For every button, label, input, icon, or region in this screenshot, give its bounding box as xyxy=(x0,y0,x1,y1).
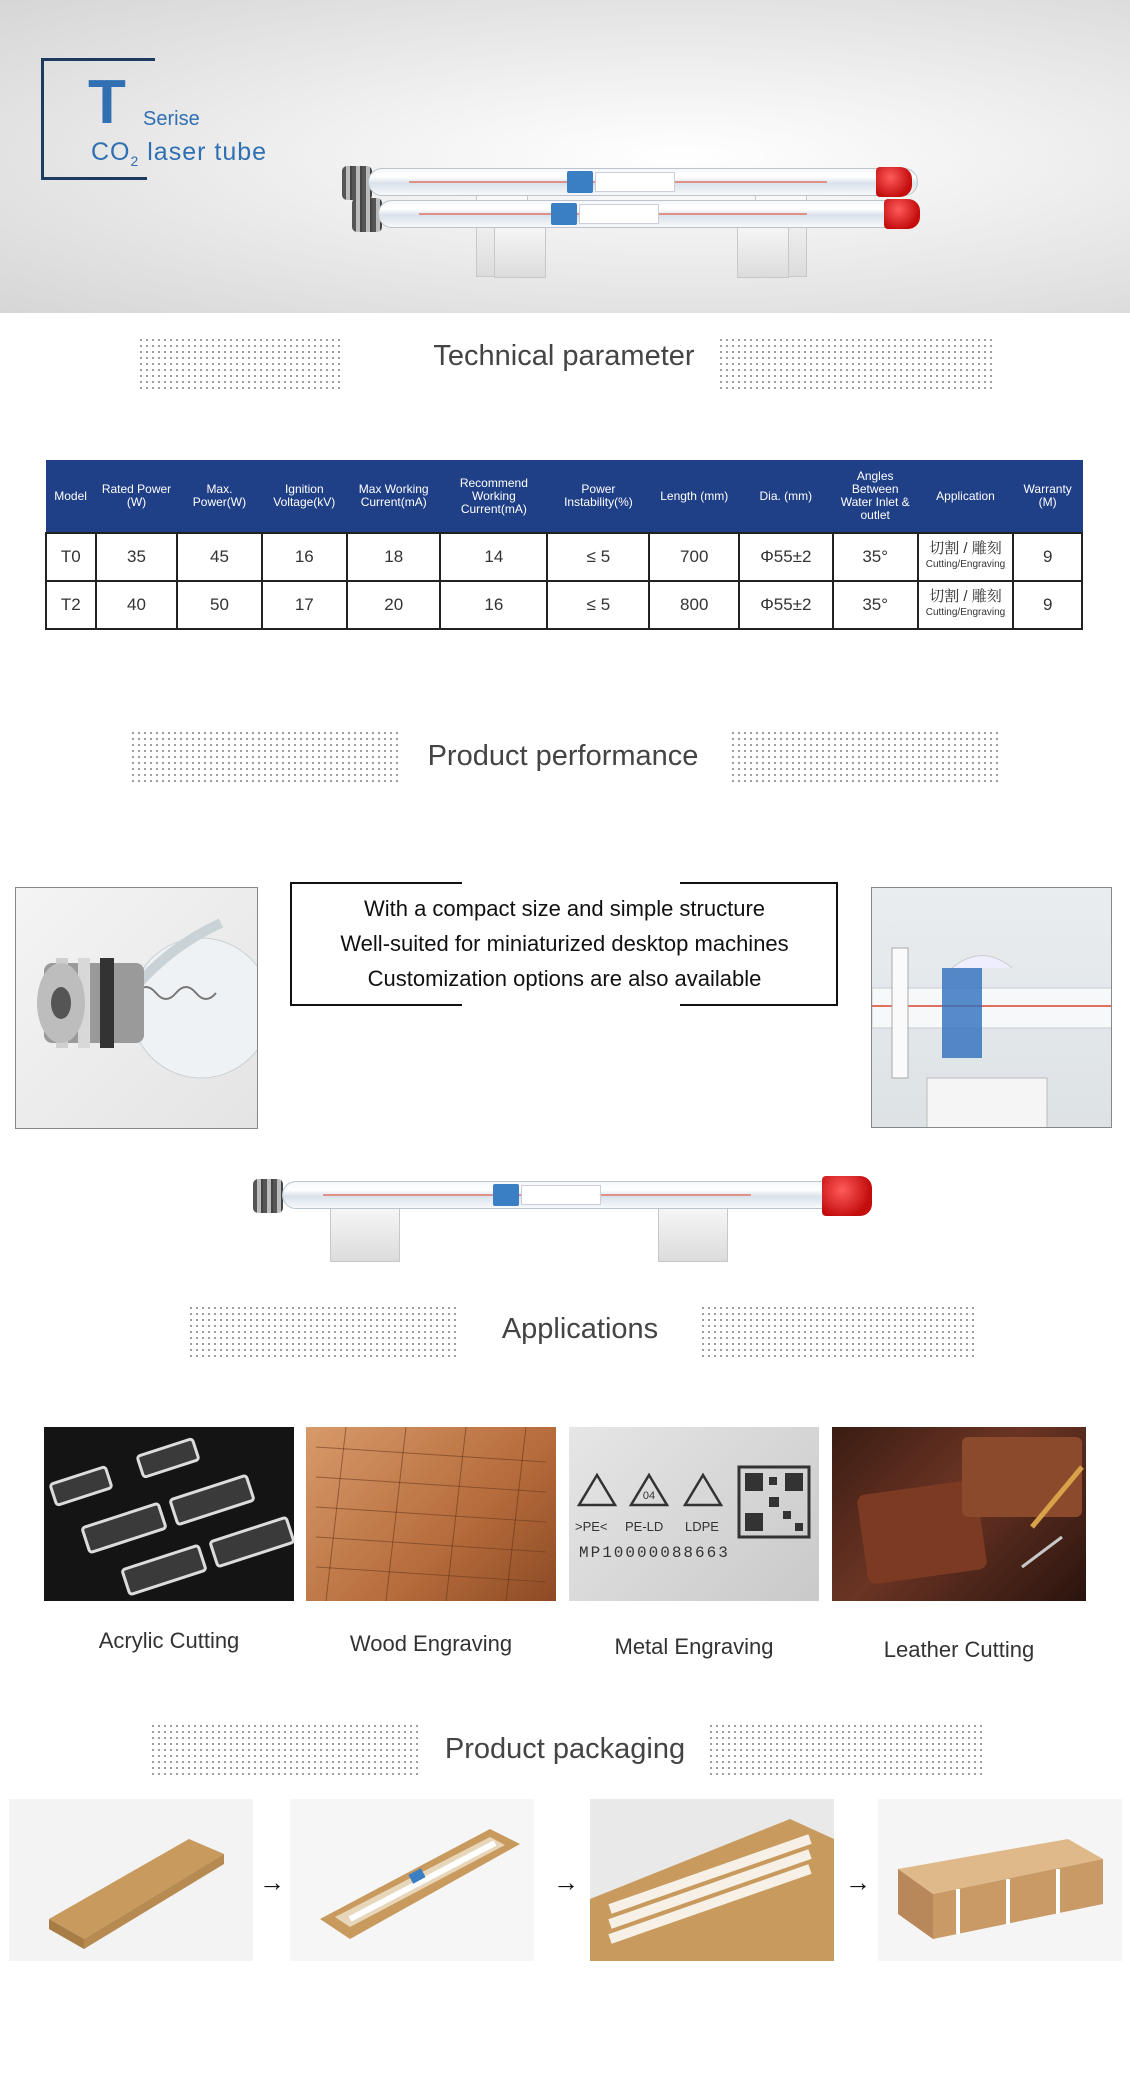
image-metal-engraving xyxy=(569,1427,819,1601)
metal-recycle-number: 04 xyxy=(642,1490,656,1502)
cell-application: 切割 / 雕刻 Cutting/Engraving xyxy=(918,581,1014,629)
cell-warranty: 9 xyxy=(1013,581,1082,629)
metal-mark: PE-LD xyxy=(625,1519,664,1534)
packaging-step-sealed xyxy=(878,1799,1122,1961)
arrow-icon: → xyxy=(553,1867,579,1897)
cell-model: T0 xyxy=(46,533,96,581)
packaging-step-boxed xyxy=(9,1799,253,1961)
dot-pattern-right xyxy=(718,337,994,389)
cell-max-current: 18 xyxy=(347,533,440,581)
application-label: Metal Engraving xyxy=(614,1634,774,1659)
dot-pattern-right xyxy=(700,1305,976,1357)
application-label: Leather Cutting xyxy=(883,1637,1035,1662)
cell-rated-power: 35 xyxy=(96,533,178,581)
header-cell: Ignition Voltage(kV) xyxy=(262,460,347,533)
dot-pattern-left xyxy=(130,730,402,782)
header-cell: Rated Power (W) xyxy=(96,460,178,533)
cell-rec-current: 16 xyxy=(440,581,547,629)
brand-letter: T xyxy=(88,68,126,137)
section-title-packaging: Product packaging xyxy=(444,1733,686,1765)
cell-ignition: 16 xyxy=(262,533,347,581)
section-title-technical: Technical parameter xyxy=(433,340,695,372)
performance-text xyxy=(292,882,837,1006)
metal-mark: >PE< xyxy=(575,1519,608,1534)
cell-max-current: 20 xyxy=(347,581,440,629)
application-label: Acrylic Cutting xyxy=(98,1628,240,1653)
cell-rec-current: 14 xyxy=(440,533,547,581)
dot-pattern-right xyxy=(708,1723,984,1775)
cell-angle: 35° xyxy=(833,533,918,581)
cell-length: 700 xyxy=(649,533,739,581)
cell-rated-power: 40 xyxy=(96,581,178,629)
cell-dia: Φ55±2 xyxy=(739,581,833,629)
header-cell: Angles Between Water Inlet & outlet xyxy=(833,460,918,533)
header-cell: Model xyxy=(46,460,96,533)
header-cell: Warranty (M) xyxy=(1013,460,1082,533)
performance-line: Customization options are also available xyxy=(367,966,762,991)
cell-application: 切割 / 雕刻 Cutting/Engraving xyxy=(918,533,1014,581)
photo-electrode-end xyxy=(15,887,258,1129)
image-leather-cutting xyxy=(832,1427,1086,1601)
photo-mounted-tube xyxy=(871,887,1112,1128)
header-cell: Max Working Current(mA) xyxy=(347,460,440,533)
packaging-step-bubble-wrap xyxy=(590,1799,834,1961)
table-row xyxy=(46,533,1082,581)
header-cell: Recommend Working Current(mA) xyxy=(440,460,547,533)
cell-length: 800 xyxy=(649,581,739,629)
header-cell: Length (mm) xyxy=(649,460,739,533)
header-cell: Power Instability(%) xyxy=(547,460,649,533)
dot-pattern-left xyxy=(150,1723,422,1775)
metal-mark: LDPE xyxy=(685,1519,719,1534)
dot-pattern-right xyxy=(730,730,1002,782)
arrow-icon: → xyxy=(259,1867,285,1897)
dot-pattern-left xyxy=(188,1305,460,1357)
cell-max-power: 50 xyxy=(177,581,261,629)
header-cell: Application xyxy=(918,460,1014,533)
image-acrylic-cutting xyxy=(44,1427,294,1601)
series-label: Serise xyxy=(143,108,200,130)
cell-instability: ≤ 5 xyxy=(547,581,649,629)
cell-ignition: 17 xyxy=(262,581,347,629)
section-title-applications: Applications xyxy=(501,1313,659,1345)
cell-instability: ≤ 5 xyxy=(547,533,649,581)
hero-banner xyxy=(0,0,1130,313)
cell-model: T2 xyxy=(46,581,96,629)
cell-max-power: 45 xyxy=(177,533,261,581)
packaging-step-open-box xyxy=(290,1799,534,1961)
application-label: Wood Engraving xyxy=(349,1631,513,1656)
metal-serial: MP10000088663 xyxy=(579,1544,730,1562)
header-cell: Max. Power(W) xyxy=(177,460,261,533)
performance-line: With a compact size and simple structure xyxy=(363,896,766,921)
spec-table xyxy=(45,460,1083,630)
cell-dia: Φ55±2 xyxy=(739,533,833,581)
header-cell: Dia. (mm) xyxy=(739,460,833,533)
section-title-performance: Product performance xyxy=(427,740,699,772)
spec-table-header-row xyxy=(46,460,1082,533)
arrow-icon: → xyxy=(845,1867,871,1897)
dot-pattern-left xyxy=(138,337,344,389)
image-wood-engraving xyxy=(306,1427,556,1601)
product-title: $CO_2$ laser tube xyxy=(91,138,268,169)
table-row xyxy=(46,581,1082,629)
cell-angle: 35° xyxy=(833,581,918,629)
cell-warranty: 9 xyxy=(1013,533,1082,581)
performance-line: Well-suited for miniaturized desktop machines xyxy=(340,931,789,956)
